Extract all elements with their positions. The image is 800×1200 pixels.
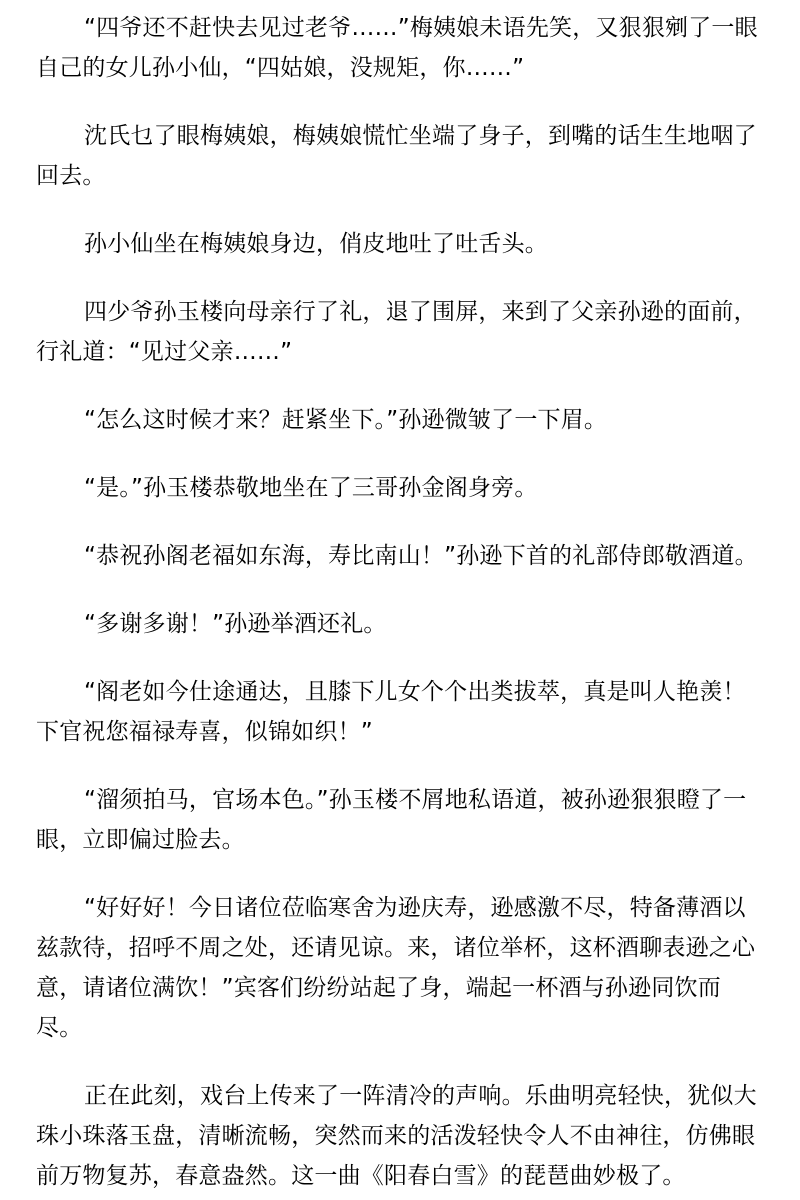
paragraph-2: 沈氏乜了眼梅姨娘，梅姨娘慌忙坐端了身子，到嘴的话生生地咽了回去。 <box>36 123 757 189</box>
paragraph-11: “好好好！今日诸位莅临寒舍为逊庆寿，逊感激不尽，特备薄酒以兹款待，招呼不周之处，还请见谅。来，诸位举杯，这杯酒聊表逊之心意，请诸位满饮！”宾客们纷纷站起了身，端起一杯酒与孙逊同饮而尽。 <box>36 895 756 1041</box>
paragraph-10: “溜须拍马，官场本色。”孙玉楼不屑地私语道，被孙逊狠狠瞪了一眼，立即偏过脸去。 <box>36 787 747 853</box>
paragraph-4: 四少爷孙玉楼向母亲行了礼，退了围屏，来到了父亲孙逊的面前，行礼道：“见过父亲……” <box>36 299 757 365</box>
paragraph-7: “恭祝孙阁老福如东海，寿比南山！”孙逊下首的礼部侍郎敬酒道。 <box>84 543 758 569</box>
paragraph-5: “怎么这时候才来？赶紧坐下。”孙逊微皱了一下眉。 <box>84 407 608 433</box>
paragraph-8: “多谢多谢！”孙逊举酒还礼。 <box>84 611 387 637</box>
paragraph-6: “是。”孙玉楼恭敬地坐在了三哥孙金阁身旁。 <box>84 475 538 501</box>
paragraph-1: “四爷还不赶快去见过老爷……”梅姨娘未语先笑，又狠狠剜了一眼自己的女儿孙小仙，“四姑娘，没规矩，你……” <box>36 15 758 81</box>
paragraph-12: 正在此刻，戏台上传来了一阵清冷的声响。乐曲明亮轻快，犹似大珠小珠落玉盘，清晰流畅，突然而来的活泼轻快令人不由神往，仿佛眼前万物复苏，春意盎然。这一曲《阳春白雪》的琵琶曲妙极了。 <box>36 1083 757 1189</box>
paragraph-9: “阁老如今仕途通达，且膝下儿女个个出类拔萃，真是叫人艳羡！下官祝您福禄寿喜，似锦如织！” <box>36 679 746 745</box>
paragraph-3: 孙小仙坐在梅姨娘身边，俏皮地吐了吐舌头。 <box>84 231 548 257</box>
